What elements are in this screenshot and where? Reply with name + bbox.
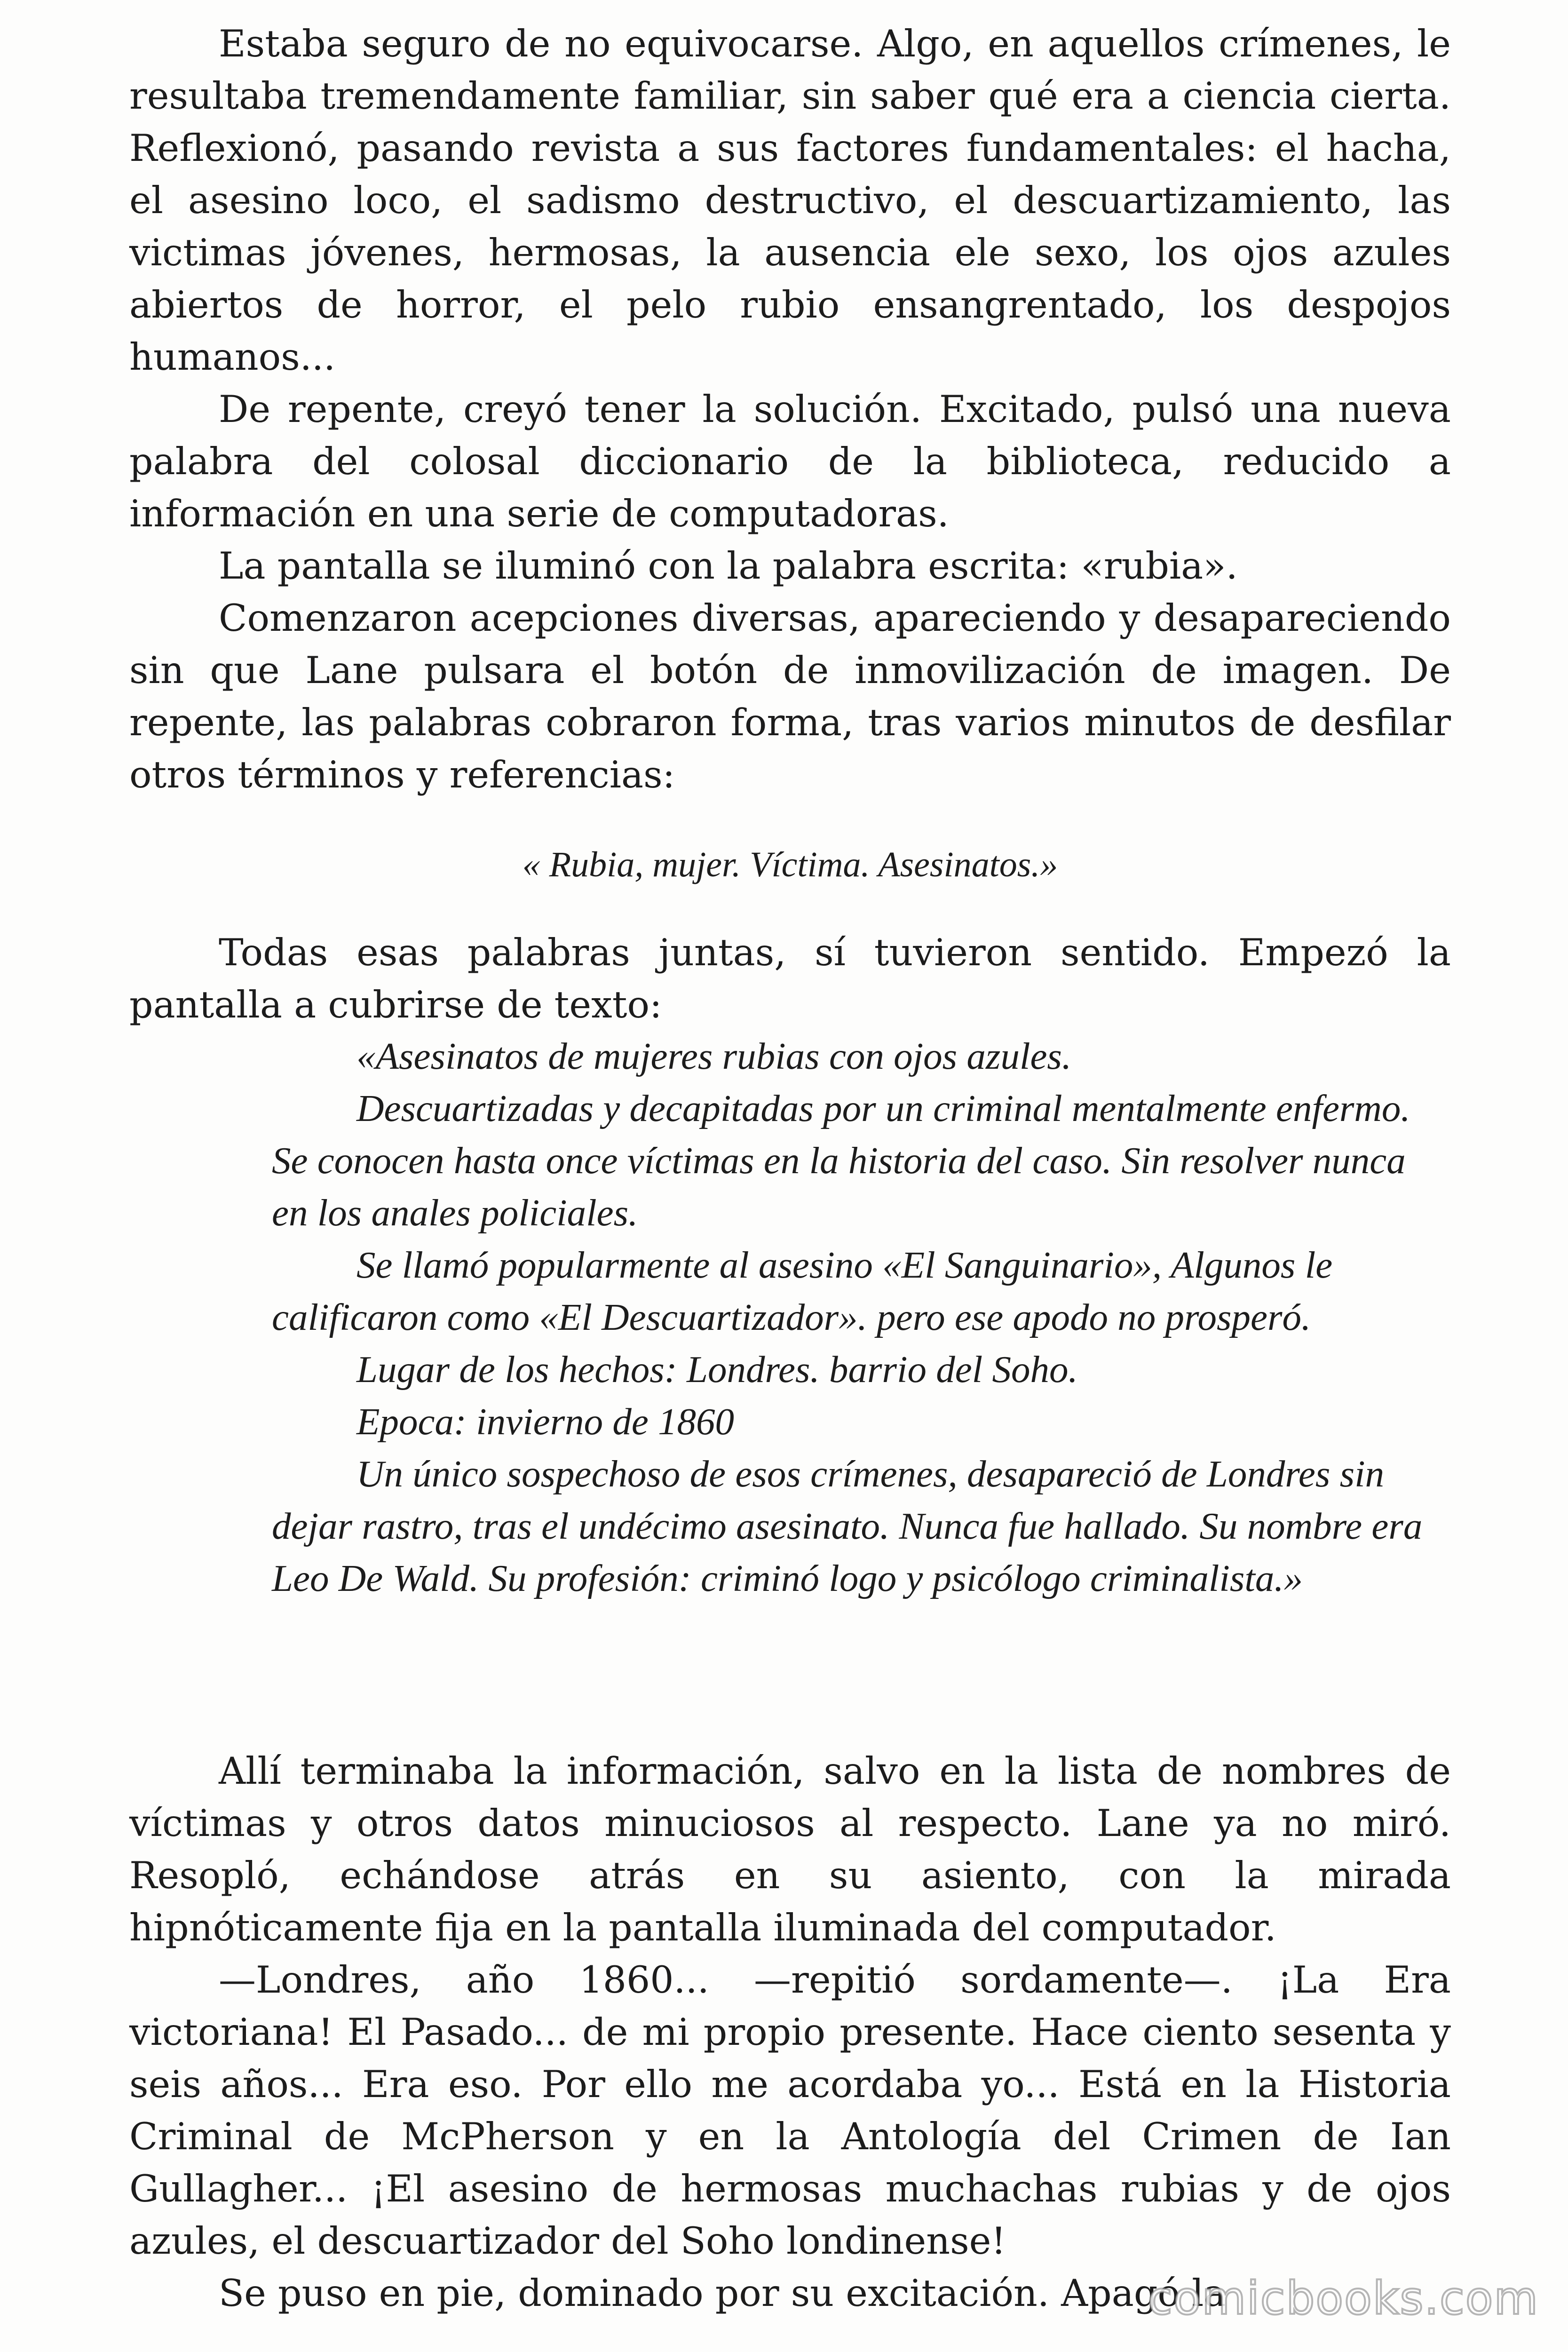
excerpt-paragraph: Descuartizadas y decapitadas por un criminal mentalmente enfermo. Se conocen hasta once víctimas en la historia del caso. Sin resolver nunca en los anales policiales. (272, 1087, 1410, 1234)
screen-excerpt (272, 1030, 1433, 1605)
paragraph: —Londres, año 1860... —repitió sordamente—. ¡La Era victoriana! El Pasado... de mi propio presente. Hace ciento sesenta y seis años... Era eso. Por ello me acordaba yo... Está en la Historia Criminal de McPherson y en la Antología del Crimen de Ian Gullagher... ¡El asesino de hermosas muchachas rubias y de ojos azules, el descuartizador del Soho londinense! (129, 1958, 1451, 2263)
text-block-middle (129, 927, 1451, 1031)
excerpt-paragraph: «Asesinatos de mujeres rubias con ojos azules. (356, 1035, 1072, 1077)
paragraph: Estaba seguro de no equivocarse. Algo, en aquellos crímenes, le resultaba tremendamente familiar, sin saber qué era a ciencia cierta. Reflexionó, pasando revista a sus factores fundamentales: el hacha, el asesino loco, el sadismo destructivo, el descuartizamiento, las victimas jóvenes, hermosas, la ausencia ele sexo, los ojos azules abiertos de horror, el pelo rubio ensangrentado, los despojos humanos... (129, 22, 1451, 379)
excerpt-paragraph: Se llamó popularmente al asesino «El Sanguinario», Algunos le calificaron como «El Descuartizador». pero ese apodo no prosperó. (272, 1244, 1333, 1338)
text-block-closing (129, 1745, 1451, 2320)
excerpt-paragraph: Epoca: invierno de 1860 (356, 1400, 735, 1443)
watermark: comicbooks.com (1148, 2272, 1539, 2325)
paragraph: La pantalla se iluminó con la palabra escrita: «rubia». (219, 544, 1238, 588)
paragraph: Todas esas palabras juntas, sí tuvieron sentido. Empezó la pantalla a cubrirse de texto: (129, 931, 1451, 1026)
paragraph: Comenzaron acepciones diversas, apareciendo y desapareciendo sin que Lane pulsara el botón de inmovilización de imagen. De repente, las palabras cobraron forma, tras varios minutos de desfilar otros términos y referencias: (129, 596, 1451, 796)
text-block-intro (129, 18, 1451, 801)
excerpt-paragraph: Lugar de los hechos: Londres. barrio del Soho. (356, 1348, 1078, 1391)
centered-quote: « Rubia, mujer. Víctima. Asesinatos.» (522, 845, 1058, 884)
paragraph: De repente, creyó tener la solución. Excitado, pulsó una nueva palabra del colosal diccionario de la biblioteca, reducido a información en una serie de computadoras. (129, 388, 1451, 535)
paragraph: Se puso en pie, dominado por su excitación. Apagó la (219, 2272, 1226, 2315)
excerpt-paragraph: Un único sospechoso de esos crímenes, desapareció de Londres sin dejar rastro, tras el undécimo asesinato. Nunca fue hallado. Su nombre era Leo De Wald. Su profesión: criminó logo y psicólogo criminalista.» (272, 1453, 1423, 1599)
paragraph: Allí terminaba la información, salvo en la lista de nombres de víctimas y otros datos minuciosos al respecto. Lane ya no miró. Resopló, echándose atrás en su asiento, con la mirada hipnóticamente fija en la pantalla iluminada del computador. (129, 1749, 1451, 1949)
